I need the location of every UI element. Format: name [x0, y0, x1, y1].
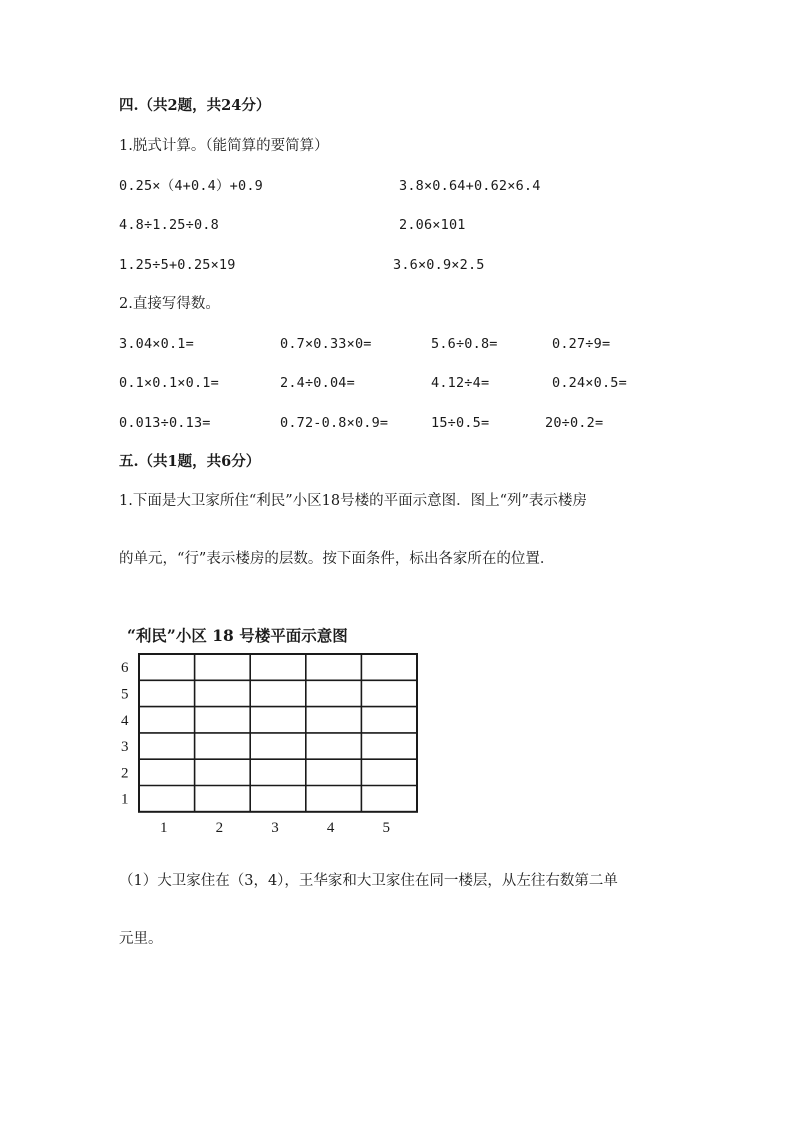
- oral-expression: 15÷0.5=: [431, 415, 490, 431]
- column-label: 3: [271, 819, 279, 836]
- oral-expression: 0.24×0.5=: [552, 375, 627, 391]
- calc-expression: 2.06×101: [399, 217, 466, 233]
- question-text: 1.下面是大卫家所住“利民”小区18号楼的平面示意图．图上“列”表示楼房: [119, 493, 587, 509]
- column-label: 1: [160, 819, 168, 836]
- row-label: 4: [121, 712, 129, 729]
- column-label: 5: [382, 819, 390, 836]
- oral-expression: 0.27÷9=: [552, 336, 611, 352]
- question-1-title: 1.脱式计算。（能简算的要简算）: [119, 138, 329, 154]
- calc-expression: 3.6×0.9×2.5: [393, 257, 485, 273]
- calc-expression: 4.8÷1.25÷0.8: [119, 217, 219, 233]
- chart-title: “利民”小区 18 号楼平面示意图: [127, 626, 348, 645]
- floor-plan-grid: [112, 645, 432, 845]
- row-label: 2: [121, 765, 129, 782]
- question-text: 的单元，“行”表示楼房的层数。按下面条件，标出各家所在的位置．: [119, 551, 555, 567]
- oral-expression: 4.12÷4=: [431, 375, 490, 391]
- column-label: 2: [215, 819, 224, 836]
- oral-expression: 3.04×0.1=: [119, 336, 194, 352]
- question-2-title: 2.直接写得数。: [119, 296, 220, 312]
- oral-expression: 0.72-0.8×0.9=: [280, 415, 389, 431]
- section-5-heading: 五.（共1题，共6分）: [119, 453, 261, 470]
- oral-expression: 0.013÷0.13=: [119, 415, 211, 431]
- row-label: 5: [121, 686, 129, 703]
- sub-question-text: （1）大卫家住在（3，4），王华家和大卫家住在同一楼层，从左往右数第二单: [119, 873, 618, 889]
- oral-expression: 0.7×0.33×0=: [280, 336, 372, 352]
- sub-question-text: 元里。: [119, 931, 163, 947]
- row-label: 1: [121, 791, 129, 808]
- calc-expression: 3.8×0.64+0.62×6.4: [399, 178, 541, 194]
- calc-expression: 1.25÷5+0.25×19: [119, 257, 236, 273]
- oral-expression: 0.1×0.1×0.1=: [119, 375, 219, 391]
- row-label: 3: [121, 739, 129, 756]
- section-4-heading: 四.（共2题，共24分）: [119, 97, 271, 114]
- oral-expression: 2.4÷0.04=: [280, 375, 355, 391]
- oral-expression: 20÷0.2=: [545, 415, 604, 431]
- column-label: 4: [326, 819, 335, 836]
- calc-expression: 0.25×（4+0.4）+0.9: [119, 178, 263, 194]
- row-label: 6: [121, 660, 129, 677]
- oral-expression: 5.6÷0.8=: [431, 336, 498, 352]
